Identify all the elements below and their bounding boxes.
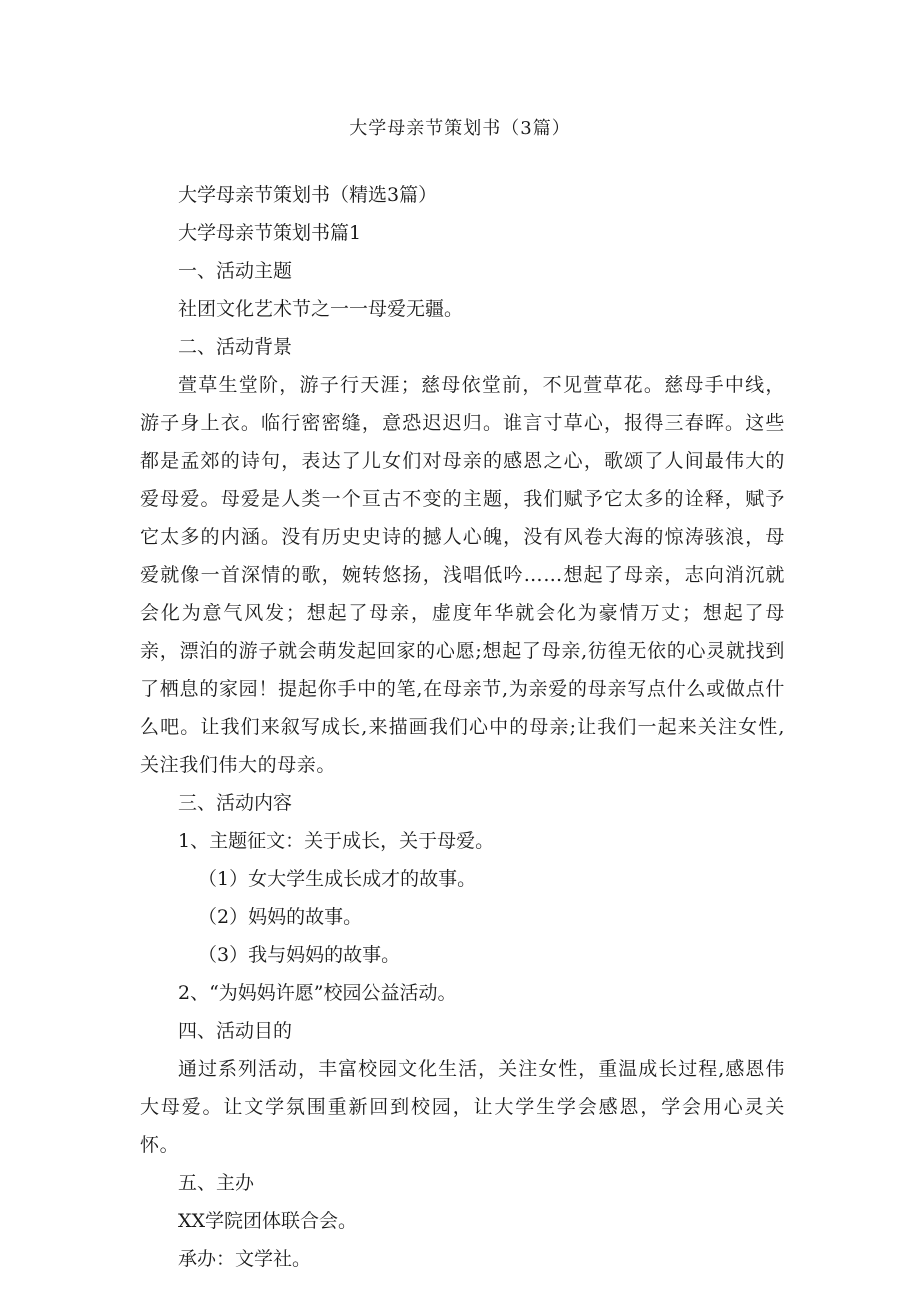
heading-organizer: 五、主办 — [178, 1172, 255, 1194]
heading-activity-background: 二、活动背景 — [178, 336, 293, 358]
section-chapter-heading: 大学母亲节策划书篇1 — [178, 222, 362, 244]
paragraph-activity-background: 萱草生堂阶，游子行天涯；慈母依堂前，不见萱草花。慈母手中线，游子身上衣。临行密密缝，意恐迟迟归。谁言寸草心，报得三春晖。这些都是孟郊的诗句，表达了儿女们对母亲的感恩之心，歌颂了人间最伟大的爱母爱。母爱是人类一个亘古不变的主题，我们赋予它太多的诠释，赋予它太多的内涵。没有历史史诗的撼人心魄，没有风卷大海的惊涛骇浪，母爱就像一首深情的歌，婉转悠扬，浅唱低吟……想起了母亲，志向消沉就会化为意气风发；想起了母亲，虚度年华就会化为豪情万丈；想起了母亲，漂泊的游子就会萌发起回家的心愿;想起了母亲,彷徨无依的心灵就找到了栖息的家园！提起你手中的笔,在母亲节,为亲爱的母亲写点什么或做点什么吧。让我们来叙写成长,来描画我们心中的母亲;让我们一起来关注女性,关注我们伟大的母亲。 — [140, 374, 785, 776]
sub-item-2: （2）妈妈的故事。 — [198, 906, 363, 928]
list-item-essay: 1、主题征文：关于成长，关于母爱。 — [178, 830, 495, 852]
text-co-organizer: 承办：文学社。 — [178, 1248, 312, 1270]
heading-activity-content: 三、活动内容 — [178, 792, 293, 814]
text-organizer: XX学院团体联合会。 — [178, 1210, 358, 1232]
heading-activity-theme: 一、活动主题 — [178, 260, 293, 282]
list-item-wish: 2、“为妈妈许愿”校园公益活动。 — [178, 982, 457, 1004]
subtitle: 大学母亲节策划书（精选3篇） — [178, 184, 438, 206]
sub-item-3: （3）我与妈妈的故事。 — [198, 944, 401, 966]
sub-item-1: （1）女大学生成长成才的故事。 — [198, 868, 477, 890]
text-activity-theme: 社团文化艺术节之一一母爱无疆。 — [178, 298, 464, 320]
heading-activity-purpose: 四、活动目的 — [178, 1020, 293, 1042]
document-body — [140, 176, 785, 1278]
paragraph-activity-purpose: 通过系列活动，丰富校园文化生活，关注女性，重温成长过程,感恩伟大母爱。让文学氛围重新回到校园，让大学生学会感恩，学会用心灵关怀。 — [140, 1058, 785, 1156]
document-title: 大学母亲节策划书（3篇） — [349, 118, 571, 139]
